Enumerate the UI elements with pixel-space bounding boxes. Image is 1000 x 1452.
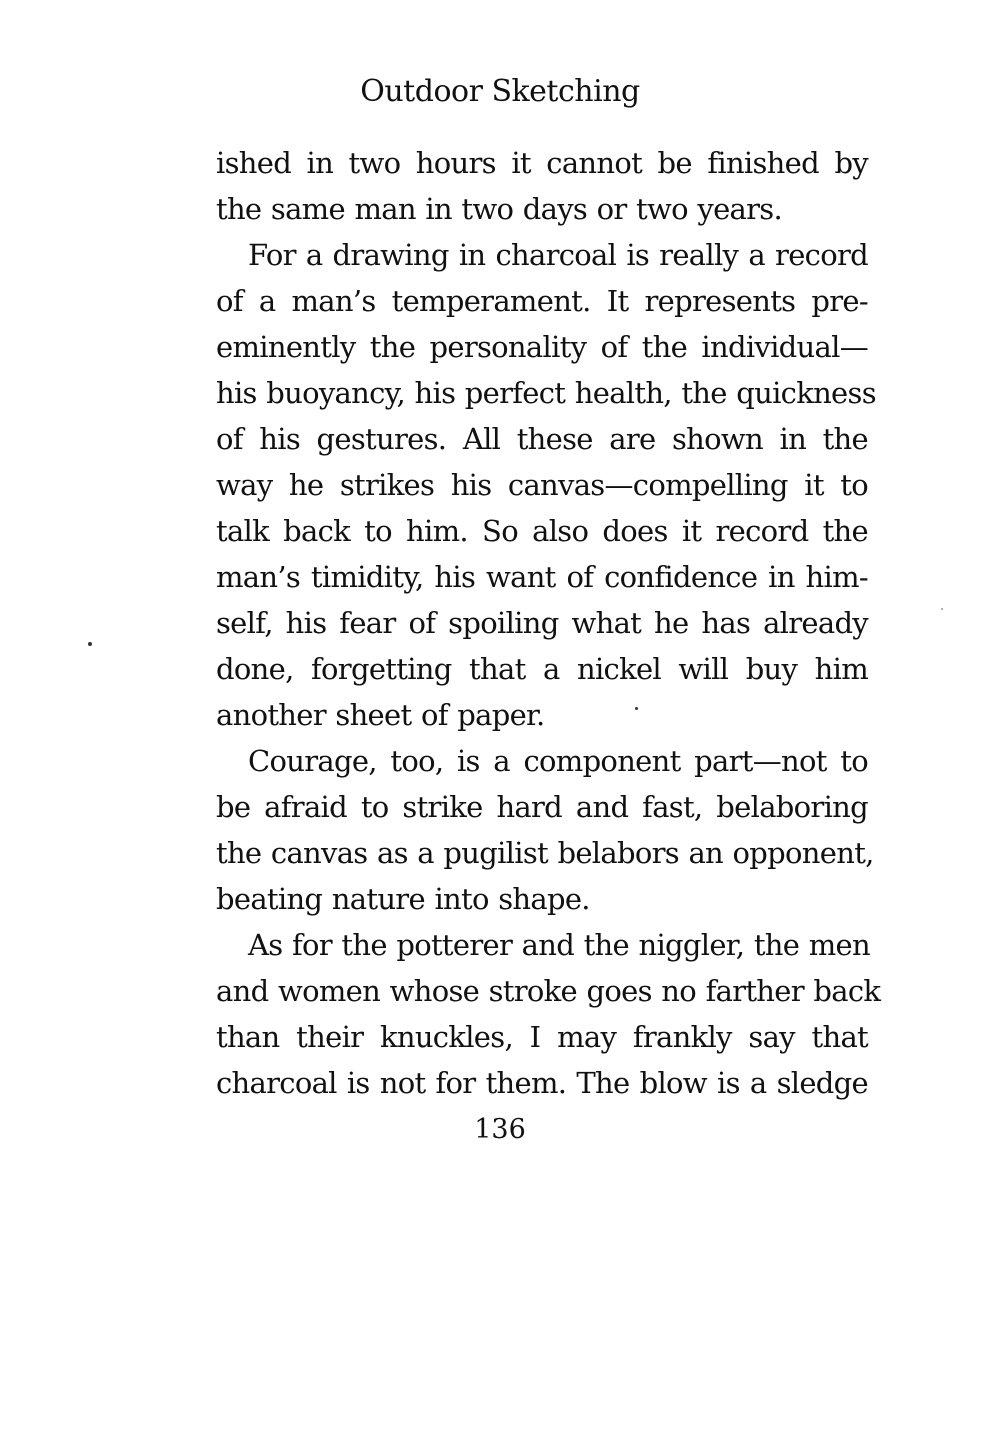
text-line: talk back to him. So also does it record the <box>216 514 868 548</box>
text-line: done, forgetting that a nickel will buy him <box>216 652 868 686</box>
text-line: and women whose stroke goes no farther back <box>216 974 881 1008</box>
text-line: eminently the personality of the individual— <box>216 330 868 364</box>
text-line: Courage, too, is a component part—not to <box>248 744 868 778</box>
text-line: self, his fear of spoiling what he has already <box>216 606 868 640</box>
scan-speck <box>88 642 92 646</box>
scan-speck <box>941 608 943 610</box>
text-line: beating nature into shape. <box>216 882 590 916</box>
text-line: ished in two hours it cannot be finished by <box>216 146 868 180</box>
scan-speck <box>635 707 638 710</box>
page-number: 136 <box>474 1114 526 1145</box>
running-head: Outdoor Sketching <box>360 74 640 109</box>
text-line: of his gestures. All these are shown in the <box>216 422 868 456</box>
text-line: the canvas as a pugilist belabors an opponent, <box>216 836 874 870</box>
text-line: another sheet of paper. <box>216 698 545 732</box>
text-line: his buoyancy, his perfect health, the quickness <box>216 376 876 410</box>
text-line: As for the potterer and the niggler, the men <box>248 928 870 962</box>
text-line: of a man’s temperament. It represents pre- <box>216 284 868 318</box>
text-line: the same man in two days or two years. <box>216 192 783 226</box>
text-line: be afraid to strike hard and fast, belaboring <box>216 790 868 824</box>
text-line: than their knuckles, I may frankly say that <box>216 1020 868 1054</box>
body-text <box>216 140 881 1106</box>
text-line: way he strikes his canvas—compelling it to <box>216 468 868 502</box>
text-line: charcoal is not for them. The blow is a sledge <box>216 1066 868 1100</box>
text-line: man’s timidity, his want of confidence in him- <box>216 560 868 594</box>
text-line: For a drawing in charcoal is really a record <box>248 238 868 272</box>
